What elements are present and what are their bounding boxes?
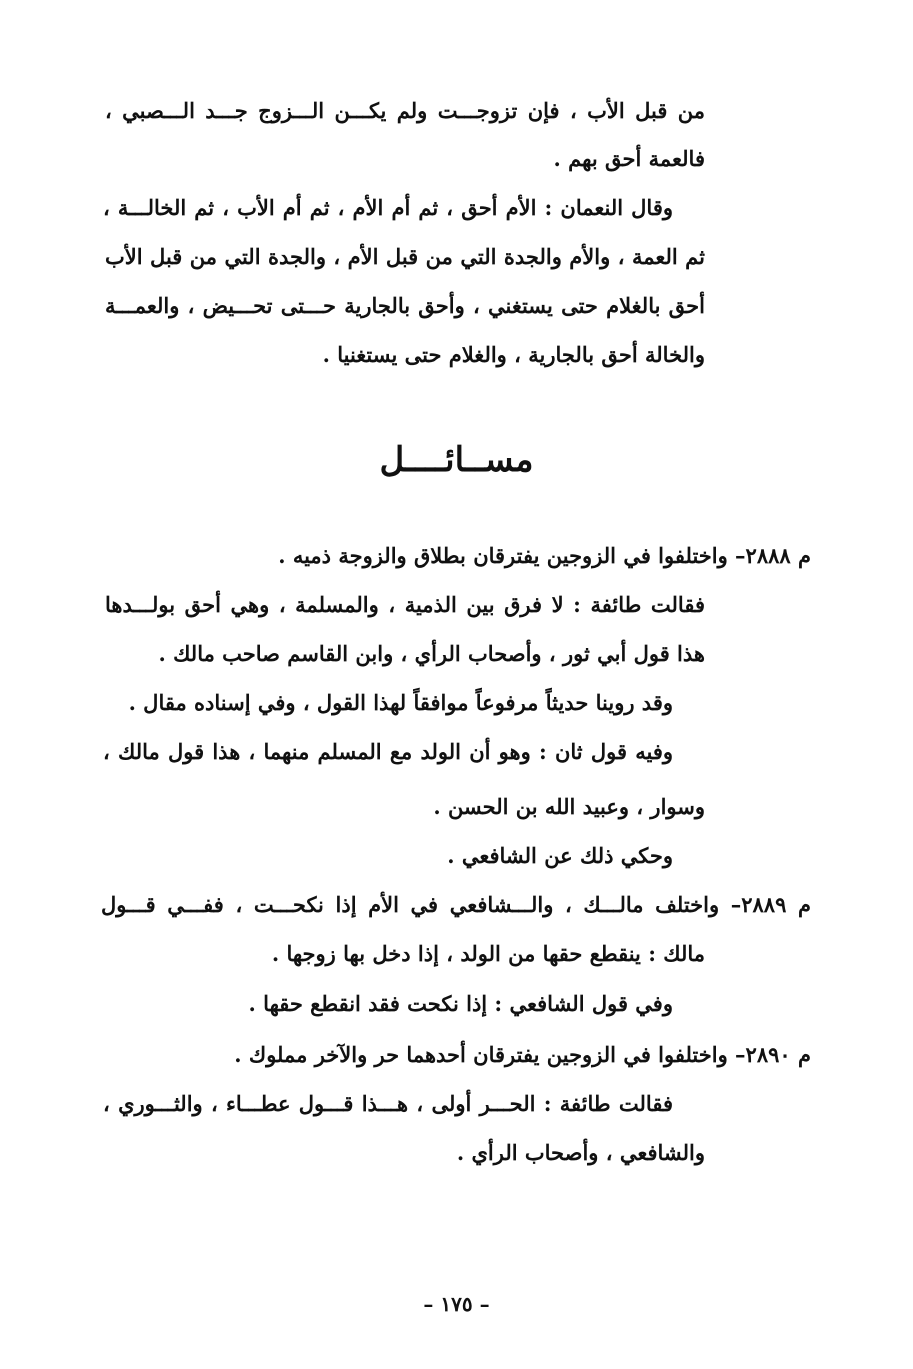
issue-2888-line-3: وقد روينا حديثاً مرفوعاً موافقاً لهذا القول ، وفي إسناده مقال .	[128, 690, 673, 715]
issue-2889-line-1: مالك : ينقطع حقها من الولد ، إذا دخل بها زوجها .	[271, 941, 705, 966]
issue-2888-line-4: وفيه قول ثان : وهو أن الولد مع المسلم منهما ، هذا قول مالك ،	[103, 739, 673, 764]
issue-2890-line-2: والشافعي ، وأصحاب الرأي .	[456, 1140, 705, 1165]
intro-line-2: فالعمة أحق بهم .	[553, 146, 705, 171]
page-number: – ١٧٥ –	[423, 1292, 490, 1316]
intro-line-5: أحق بالغلام حتى يستغني ، وأحق بالجارية حـــتى تحـــيض ، والعمـــة	[105, 293, 705, 318]
intro-line-3: وقال النعمان : الأم أحق ، ثم أم الأم ، ثم أم الأب ، ثم الخالـــة ،	[103, 195, 673, 220]
issue-2889-line-2: وفي قول الشافعي : إذا نكحت فقد انقطع حقها .	[248, 991, 673, 1016]
issue-2888-heading: م ٢٨٨٨– واختلفوا في الزوجين يفترقان بطلاق والزوجة ذميه .	[278, 543, 811, 568]
intro-line-6: والخالة أحق بالجارية ، والغلام حتى يستغنيا .	[322, 342, 705, 367]
issue-2888-line-6: وحكي ذلك عن الشافعي .	[447, 843, 673, 868]
issue-2889-heading: م ٢٨٨٩– واختلف مالـــك ، والـــشافعي في الأم إذا نكحـــت ، ففـــي قـــول	[101, 892, 811, 917]
intro-line-4: ثم العمة ، والأم والجدة التي من قبل الأم ، والجدة التي من قبل الأب	[105, 244, 705, 269]
section-title: مســائــــل	[379, 440, 534, 480]
issue-2888-line-5: وسوار ، وعبيد الله بن الحسن .	[433, 794, 705, 819]
intro-line-1: من قبل الأب ، فإن تزوجـــت ولم يكـــن الـــزوج جـــد الـــصبي ،	[105, 98, 705, 123]
issue-2890-line-1: فقالت طائفة : الحـــر أولى ، هـــذا قـــول عطـــاء ، والثـــوري ،	[103, 1091, 673, 1116]
issue-2888-line-1: فقالت طائفة : لا فرق بين الذمية ، والمسلمة ، وهي أحق بولـــدها	[105, 592, 705, 617]
issue-2888-line-2: هذا قول أبي ثور ، وأصحاب الرأي ، وابن القاسم صاحب مالك .	[158, 641, 705, 666]
issue-2890-heading: م ٢٨٩٠– واختلفوا في الزوجين يفترقان أحدهما حر والآخر مملوك .	[234, 1042, 811, 1067]
